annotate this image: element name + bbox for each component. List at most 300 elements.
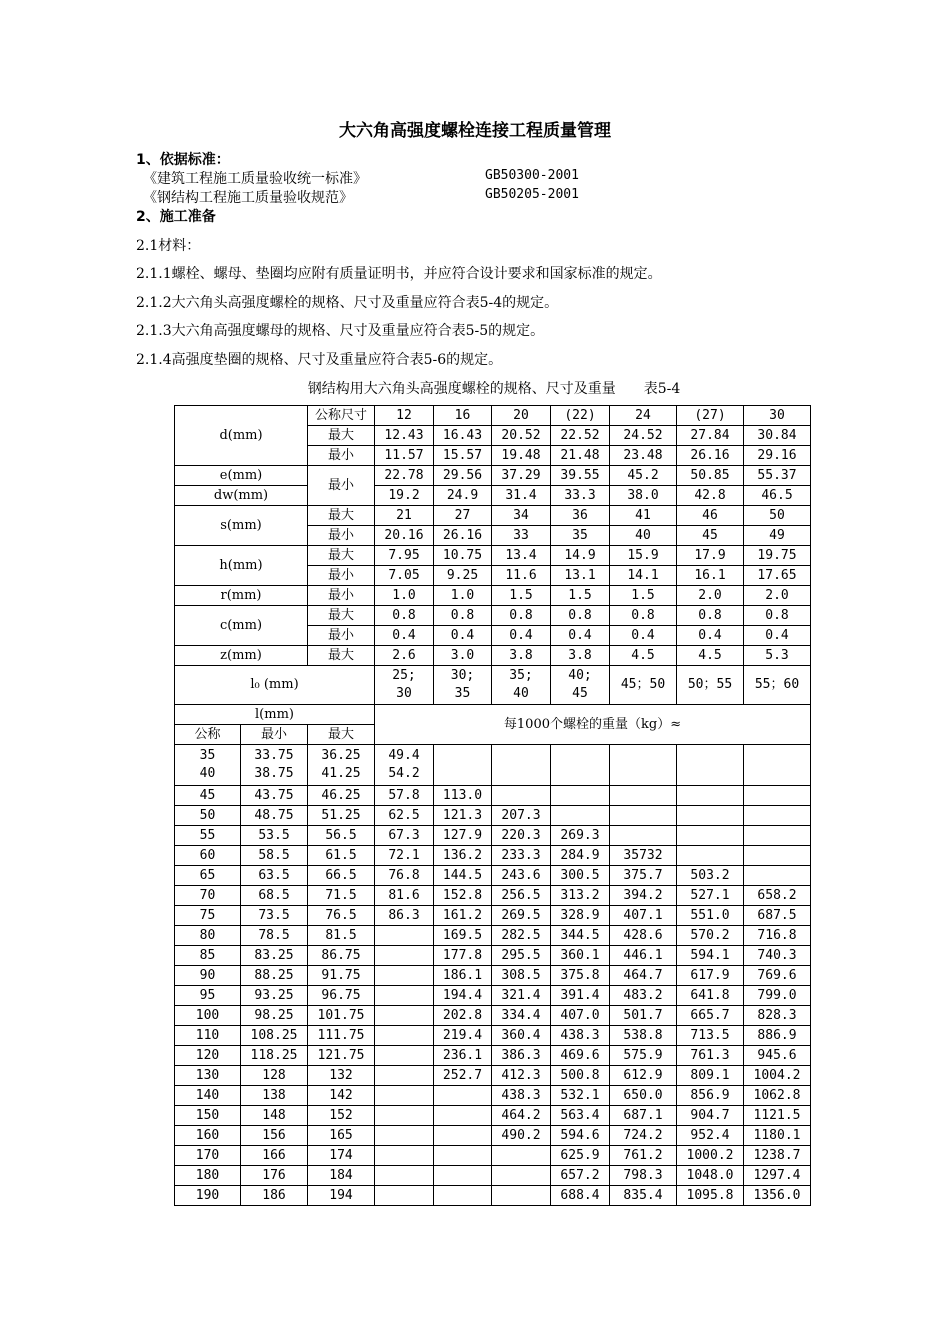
l-max: 86.75 bbox=[308, 946, 375, 966]
weight-value: 113.0 bbox=[434, 786, 492, 806]
size-header: (27) bbox=[677, 406, 744, 426]
weight-value: 81.6 bbox=[375, 886, 434, 906]
weight-value: 500.8 bbox=[551, 1066, 610, 1086]
weight-value: 446.1 bbox=[610, 946, 677, 966]
l0-value-line: 30 bbox=[396, 686, 412, 701]
weight-value: 360.1 bbox=[551, 946, 610, 966]
dim-value: 27.84 bbox=[677, 426, 744, 446]
weight-value: 220.3 bbox=[492, 826, 551, 846]
l0-value-line: 45 bbox=[572, 686, 588, 701]
l-label: l(mm) bbox=[175, 705, 375, 725]
size-header: 12 bbox=[375, 406, 434, 426]
dim-value: 31.4 bbox=[492, 486, 551, 506]
weight-value bbox=[492, 1146, 551, 1166]
weight-value bbox=[375, 1026, 434, 1046]
table-row bbox=[175, 546, 811, 566]
table-row bbox=[175, 1086, 811, 1106]
weight-value: 687.5 bbox=[744, 906, 811, 926]
l0-value bbox=[744, 666, 811, 705]
dim-value: 16.1 bbox=[677, 566, 744, 586]
dim-value: 0.8 bbox=[492, 606, 551, 626]
weight-value bbox=[492, 1186, 551, 1206]
l0-value bbox=[610, 666, 677, 705]
param-label: e(mm) bbox=[175, 466, 308, 486]
l-min: 48.75 bbox=[241, 806, 308, 826]
l-max: 132 bbox=[308, 1066, 375, 1086]
weight-value: 657.2 bbox=[551, 1166, 610, 1186]
weight-value: 713.5 bbox=[677, 1026, 744, 1046]
weight-value-line: 49.4 bbox=[388, 748, 420, 763]
section2-heading: 2、施工准备 bbox=[136, 209, 216, 225]
l-max: 51.25 bbox=[308, 806, 375, 826]
weight-value bbox=[492, 786, 551, 806]
weight-value: 769.6 bbox=[744, 966, 811, 986]
l-min: 108.25 bbox=[241, 1026, 308, 1046]
weight-value bbox=[677, 846, 744, 866]
weight-value: 144.5 bbox=[434, 866, 492, 886]
paragraph: 2.1.4高强度垫圈的规格、尺寸及重量应符合表5-6的规定。 bbox=[136, 352, 503, 368]
standard-item bbox=[143, 187, 579, 207]
weight-value: 740.3 bbox=[744, 946, 811, 966]
l-min: 98.25 bbox=[241, 1006, 308, 1026]
l-min-line: 38.75 bbox=[254, 766, 294, 781]
weight-value: 483.2 bbox=[610, 986, 677, 1006]
l-nominal: 45 bbox=[175, 786, 241, 806]
weight-value: 269.5 bbox=[492, 906, 551, 926]
dim-value: 7.05 bbox=[375, 566, 434, 586]
weight-value bbox=[677, 826, 744, 846]
weight-value bbox=[492, 745, 551, 786]
dim-value: 20.52 bbox=[492, 426, 551, 446]
l-min: 78.5 bbox=[241, 926, 308, 946]
l0-value bbox=[375, 666, 434, 705]
page-title: 大六角高强度螺栓连接工程质量管理 bbox=[339, 121, 611, 141]
weight-value bbox=[434, 1086, 492, 1106]
weight-value bbox=[375, 1006, 434, 1026]
l-max: 152 bbox=[308, 1106, 375, 1126]
weight-value bbox=[610, 806, 677, 826]
sub-label: 最小 bbox=[308, 626, 375, 646]
param-label: h(mm) bbox=[175, 546, 308, 586]
dim-value: 29.16 bbox=[744, 446, 811, 466]
l-nominal: 80 bbox=[175, 926, 241, 946]
weight-value: 202.8 bbox=[434, 1006, 492, 1026]
dim-value: 2.0 bbox=[744, 586, 811, 606]
weight-value: 308.5 bbox=[492, 966, 551, 986]
weight-value: 334.4 bbox=[492, 1006, 551, 1026]
l-max-line: 36.25 bbox=[321, 748, 361, 763]
dim-value: 35 bbox=[551, 526, 610, 546]
l-col-header: 最小 bbox=[241, 725, 308, 745]
dim-value: 1.5 bbox=[610, 586, 677, 606]
dim-value: 0.4 bbox=[744, 626, 811, 646]
weight-label: 每1000个螺栓的重量（kg）≈ bbox=[375, 705, 811, 745]
size-header: 24 bbox=[610, 406, 677, 426]
l-min: 68.5 bbox=[241, 886, 308, 906]
sub-label: 最大 bbox=[308, 546, 375, 566]
l-nominal: 70 bbox=[175, 886, 241, 906]
dim-value: 39.55 bbox=[551, 466, 610, 486]
param-label: s(mm) bbox=[175, 506, 308, 546]
weight-value: 809.1 bbox=[677, 1066, 744, 1086]
weight-value-line: 54.2 bbox=[388, 766, 420, 781]
dim-value: 42.8 bbox=[677, 486, 744, 506]
sub-label: 最小 bbox=[308, 466, 375, 506]
dim-value: 33.3 bbox=[551, 486, 610, 506]
weight-value bbox=[744, 826, 811, 846]
dim-value: 9.25 bbox=[434, 566, 492, 586]
weight-value: 438.3 bbox=[492, 1086, 551, 1106]
standard-name: 《建筑工程施工质量验收统一标准》 bbox=[143, 171, 367, 187]
dim-value: 37.29 bbox=[492, 466, 551, 486]
dim-value: 0.8 bbox=[434, 606, 492, 626]
l-min: 148 bbox=[241, 1106, 308, 1126]
l-nominal: 75 bbox=[175, 906, 241, 926]
weight-value bbox=[375, 1066, 434, 1086]
l0-value-line: 45；50 bbox=[620, 677, 666, 692]
weight-value: 1121.5 bbox=[744, 1106, 811, 1126]
l-nominal: 100 bbox=[175, 1006, 241, 1026]
weight-value: 407.0 bbox=[551, 1006, 610, 1026]
l0-value-line: 55；60 bbox=[754, 677, 800, 692]
dim-value: 14.1 bbox=[610, 566, 677, 586]
l-col-header: 公称 bbox=[175, 725, 241, 745]
weight-value: 904.7 bbox=[677, 1106, 744, 1126]
l-nominal: 190 bbox=[175, 1186, 241, 1206]
size-header: 16 bbox=[434, 406, 492, 426]
dim-value: 0.4 bbox=[375, 626, 434, 646]
weight-value: 186.1 bbox=[434, 966, 492, 986]
dim-value: 0.4 bbox=[492, 626, 551, 646]
weight-value: 490.2 bbox=[492, 1126, 551, 1146]
weight-value: 72.1 bbox=[375, 846, 434, 866]
weight-value: 594.1 bbox=[677, 946, 744, 966]
weight-value: 233.3 bbox=[492, 846, 551, 866]
l-min: 83.25 bbox=[241, 946, 308, 966]
l-min: 186 bbox=[241, 1186, 308, 1206]
l-nominal-line: 40 bbox=[199, 766, 216, 781]
nominal-label: 公称尺寸 bbox=[308, 406, 375, 426]
l-nominal: 60 bbox=[175, 846, 241, 866]
weight-value: 136.2 bbox=[434, 846, 492, 866]
l-max: 142 bbox=[308, 1086, 375, 1106]
dim-value: 19.48 bbox=[492, 446, 551, 466]
paragraph: 2.1.2大六角头高强度螺栓的规格、尺寸及重量应符合表5-4的规定。 bbox=[136, 295, 559, 311]
dim-value: 10.75 bbox=[434, 546, 492, 566]
l-max: 71.5 bbox=[308, 886, 375, 906]
size-header: (22) bbox=[551, 406, 610, 426]
weight-value: 375.8 bbox=[551, 966, 610, 986]
weight-value bbox=[610, 826, 677, 846]
dim-value: 38.0 bbox=[610, 486, 677, 506]
weight-value: 391.4 bbox=[551, 986, 610, 1006]
dim-value: 24.52 bbox=[610, 426, 677, 446]
dim-value: 19.2 bbox=[375, 486, 434, 506]
l-min: 156 bbox=[241, 1126, 308, 1146]
weight-value: 76.8 bbox=[375, 866, 434, 886]
dim-value: 46.5 bbox=[744, 486, 811, 506]
sub-label: 最小 bbox=[308, 446, 375, 466]
weight-value: 177.8 bbox=[434, 946, 492, 966]
sub-label: 最大 bbox=[308, 506, 375, 526]
weight-value bbox=[434, 1186, 492, 1206]
l-nominal bbox=[175, 745, 241, 786]
l-max: 46.25 bbox=[308, 786, 375, 806]
l-min: 43.75 bbox=[241, 786, 308, 806]
l-min: 118.25 bbox=[241, 1046, 308, 1066]
l-max: 184 bbox=[308, 1166, 375, 1186]
dim-value: 26.16 bbox=[677, 446, 744, 466]
dim-value: 13.1 bbox=[551, 566, 610, 586]
weight-value: 407.1 bbox=[610, 906, 677, 926]
table-row bbox=[175, 586, 811, 606]
param-label: d(mm) bbox=[175, 406, 308, 466]
dim-value: 17.65 bbox=[744, 566, 811, 586]
weight-value: 501.7 bbox=[610, 1006, 677, 1026]
weight-value bbox=[744, 846, 811, 866]
size-header: 20 bbox=[492, 406, 551, 426]
weight-value: 67.3 bbox=[375, 826, 434, 846]
weight-value: 856.9 bbox=[677, 1086, 744, 1106]
weight-value bbox=[551, 745, 610, 786]
l-nominal: 130 bbox=[175, 1066, 241, 1086]
weight-value: 1048.0 bbox=[677, 1166, 744, 1186]
table-row bbox=[175, 406, 811, 426]
sub-label: 最大 bbox=[308, 646, 375, 666]
dim-value: 0.4 bbox=[677, 626, 744, 646]
l-min: 138 bbox=[241, 1086, 308, 1106]
weight-value: 284.9 bbox=[551, 846, 610, 866]
standard-code: GB50300-2001 bbox=[485, 168, 579, 183]
sub-label: 最小 bbox=[308, 526, 375, 546]
dim-value: 11.57 bbox=[375, 446, 434, 466]
weight-value: 532.1 bbox=[551, 1086, 610, 1106]
l-max: 91.75 bbox=[308, 966, 375, 986]
dim-value: 2.6 bbox=[375, 646, 434, 666]
l-max: 121.75 bbox=[308, 1046, 375, 1066]
dim-value: 27 bbox=[434, 506, 492, 526]
l-nominal: 160 bbox=[175, 1126, 241, 1146]
l0-value-line: 40; bbox=[568, 668, 592, 683]
l-max: 66.5 bbox=[308, 866, 375, 886]
weight-value: 412.3 bbox=[492, 1066, 551, 1086]
l-max: 194 bbox=[308, 1186, 375, 1206]
l-max: 81.5 bbox=[308, 926, 375, 946]
weight-value: 438.3 bbox=[551, 1026, 610, 1046]
l0-value-line: 50；55 bbox=[687, 677, 733, 692]
weight-value: 295.5 bbox=[492, 946, 551, 966]
l-max: 111.75 bbox=[308, 1026, 375, 1046]
l-max bbox=[308, 745, 375, 786]
weight-value bbox=[375, 1186, 434, 1206]
weight-value: 688.4 bbox=[551, 1186, 610, 1206]
weight-value: 575.9 bbox=[610, 1046, 677, 1066]
dim-value: 0.8 bbox=[744, 606, 811, 626]
dim-value: 0.4 bbox=[610, 626, 677, 646]
table-row bbox=[175, 1046, 811, 1066]
table-row bbox=[175, 786, 811, 806]
dim-value: 21 bbox=[375, 506, 434, 526]
weight-value: 761.3 bbox=[677, 1046, 744, 1066]
l-min: 93.25 bbox=[241, 986, 308, 1006]
sub-label: 最大 bbox=[308, 606, 375, 626]
l-min: 166 bbox=[241, 1146, 308, 1166]
l-max: 61.5 bbox=[308, 846, 375, 866]
weight-value: 394.2 bbox=[610, 886, 677, 906]
sub-label: 最小 bbox=[308, 586, 375, 606]
l-nominal: 85 bbox=[175, 946, 241, 966]
weight-value: 1062.8 bbox=[744, 1086, 811, 1106]
weight-value: 952.4 bbox=[677, 1126, 744, 1146]
paragraph: 2.1材料： bbox=[136, 238, 201, 254]
dim-value: 40 bbox=[610, 526, 677, 546]
l-max: 165 bbox=[308, 1126, 375, 1146]
weight-value bbox=[375, 926, 434, 946]
weight-value bbox=[610, 786, 677, 806]
section1-heading: 1、依据标准： bbox=[136, 152, 230, 168]
weight-value bbox=[492, 1166, 551, 1186]
weight-value bbox=[375, 1126, 434, 1146]
weight-value bbox=[375, 1046, 434, 1066]
l-max: 56.5 bbox=[308, 826, 375, 846]
weight-value: 256.5 bbox=[492, 886, 551, 906]
table-row bbox=[175, 1126, 811, 1146]
standard-name: 《钢结构工程施工质量验收规范》 bbox=[143, 190, 353, 206]
weight-value bbox=[677, 786, 744, 806]
weight-value: 207.3 bbox=[492, 806, 551, 826]
dim-value: 41 bbox=[610, 506, 677, 526]
table-row bbox=[175, 1186, 811, 1206]
table-row bbox=[175, 926, 811, 946]
weight-value: 1095.8 bbox=[677, 1186, 744, 1206]
weight-value: 716.8 bbox=[744, 926, 811, 946]
weight-value: 236.1 bbox=[434, 1046, 492, 1066]
dim-value: 4.5 bbox=[610, 646, 677, 666]
weight-value bbox=[375, 1146, 434, 1166]
weight-value bbox=[375, 1106, 434, 1126]
dim-value: 0.4 bbox=[434, 626, 492, 646]
weight-value: 828.3 bbox=[744, 1006, 811, 1026]
weight-value: 375.7 bbox=[610, 866, 677, 886]
l0-value bbox=[434, 666, 492, 705]
size-header: 30 bbox=[744, 406, 811, 426]
l-min: 88.25 bbox=[241, 966, 308, 986]
dim-value: 45.2 bbox=[610, 466, 677, 486]
table-row bbox=[175, 1106, 811, 1126]
dim-value: 11.6 bbox=[492, 566, 551, 586]
l0-value-line: 30; bbox=[450, 668, 475, 683]
dim-value: 1.5 bbox=[492, 586, 551, 606]
dim-value: 55.37 bbox=[744, 466, 811, 486]
dim-value: 15.57 bbox=[434, 446, 492, 466]
weight-value: 570.2 bbox=[677, 926, 744, 946]
l-nominal: 140 bbox=[175, 1086, 241, 1106]
weight-value bbox=[434, 1126, 492, 1146]
weight-value bbox=[434, 1106, 492, 1126]
table-row bbox=[175, 486, 811, 506]
dim-value: 50.85 bbox=[677, 466, 744, 486]
table-row bbox=[175, 606, 811, 626]
table-caption: 钢结构用大六角头高强度螺栓的规格、尺寸及重量 表5-4 bbox=[307, 381, 681, 397]
weight-value: 835.4 bbox=[610, 1186, 677, 1206]
dim-value: 36 bbox=[551, 506, 610, 526]
dim-value: 19.75 bbox=[744, 546, 811, 566]
dim-value: 0.8 bbox=[610, 606, 677, 626]
l0-value-line: 40 bbox=[513, 686, 529, 701]
weight-value: 650.0 bbox=[610, 1086, 677, 1106]
weight-value: 386.3 bbox=[492, 1046, 551, 1066]
weight-value: 1356.0 bbox=[744, 1186, 811, 1206]
weight-value bbox=[677, 745, 744, 786]
dim-value: 49 bbox=[744, 526, 811, 546]
dim-value: 1.0 bbox=[375, 586, 434, 606]
weight-value bbox=[744, 866, 811, 886]
weight-value: 1004.2 bbox=[744, 1066, 811, 1086]
weight-value: 761.2 bbox=[610, 1146, 677, 1166]
table-row bbox=[175, 646, 811, 666]
weight-value: 62.5 bbox=[375, 806, 434, 826]
l-min: 176 bbox=[241, 1166, 308, 1186]
weight-value: 1238.7 bbox=[744, 1146, 811, 1166]
l-min: 63.5 bbox=[241, 866, 308, 886]
table-row bbox=[175, 986, 811, 1006]
weight-value: 687.1 bbox=[610, 1106, 677, 1126]
l-nominal: 180 bbox=[175, 1166, 241, 1186]
l-nominal: 65 bbox=[175, 866, 241, 886]
weight-value: 641.8 bbox=[677, 986, 744, 1006]
weight-value: 252.7 bbox=[434, 1066, 492, 1086]
weight-value: 538.8 bbox=[610, 1026, 677, 1046]
dim-value: 3.0 bbox=[434, 646, 492, 666]
dim-value: 2.0 bbox=[677, 586, 744, 606]
weight-value: 35732 bbox=[610, 846, 677, 866]
weight-value: 799.0 bbox=[744, 986, 811, 1006]
weight-value: 617.9 bbox=[677, 966, 744, 986]
weight-value: 282.5 bbox=[492, 926, 551, 946]
dim-value: 23.48 bbox=[610, 446, 677, 466]
weight-value: 152.8 bbox=[434, 886, 492, 906]
weight-value: 563.4 bbox=[551, 1106, 610, 1126]
weight-value: 321.4 bbox=[492, 986, 551, 1006]
l-max: 76.5 bbox=[308, 906, 375, 926]
table-row bbox=[175, 705, 811, 725]
paragraph: 2.1.3大六角高强度螺母的规格、尺寸及重量应符合表5-5的规定。 bbox=[136, 323, 545, 339]
l-nominal: 120 bbox=[175, 1046, 241, 1066]
table-row bbox=[175, 466, 811, 486]
dim-value: 33 bbox=[492, 526, 551, 546]
weight-value bbox=[375, 946, 434, 966]
table-row bbox=[175, 506, 811, 526]
weight-value bbox=[375, 745, 434, 786]
weight-value: 469.6 bbox=[551, 1046, 610, 1066]
weight-value: 886.9 bbox=[744, 1026, 811, 1046]
weight-value: 658.2 bbox=[744, 886, 811, 906]
l-max: 174 bbox=[308, 1146, 375, 1166]
dim-value: 0.8 bbox=[551, 606, 610, 626]
standard-code: GB50205-2001 bbox=[485, 187, 579, 202]
table-row bbox=[175, 826, 811, 846]
l-col-header: 最大 bbox=[308, 725, 375, 745]
dim-value: 0.4 bbox=[551, 626, 610, 646]
weight-value: 551.0 bbox=[677, 906, 744, 926]
dim-value: 34 bbox=[492, 506, 551, 526]
dim-value: 16.43 bbox=[434, 426, 492, 446]
sub-label: 最大 bbox=[308, 426, 375, 446]
weight-value bbox=[375, 986, 434, 1006]
weight-value: 503.2 bbox=[677, 866, 744, 886]
weight-value: 945.6 bbox=[744, 1046, 811, 1066]
l-min bbox=[241, 745, 308, 786]
